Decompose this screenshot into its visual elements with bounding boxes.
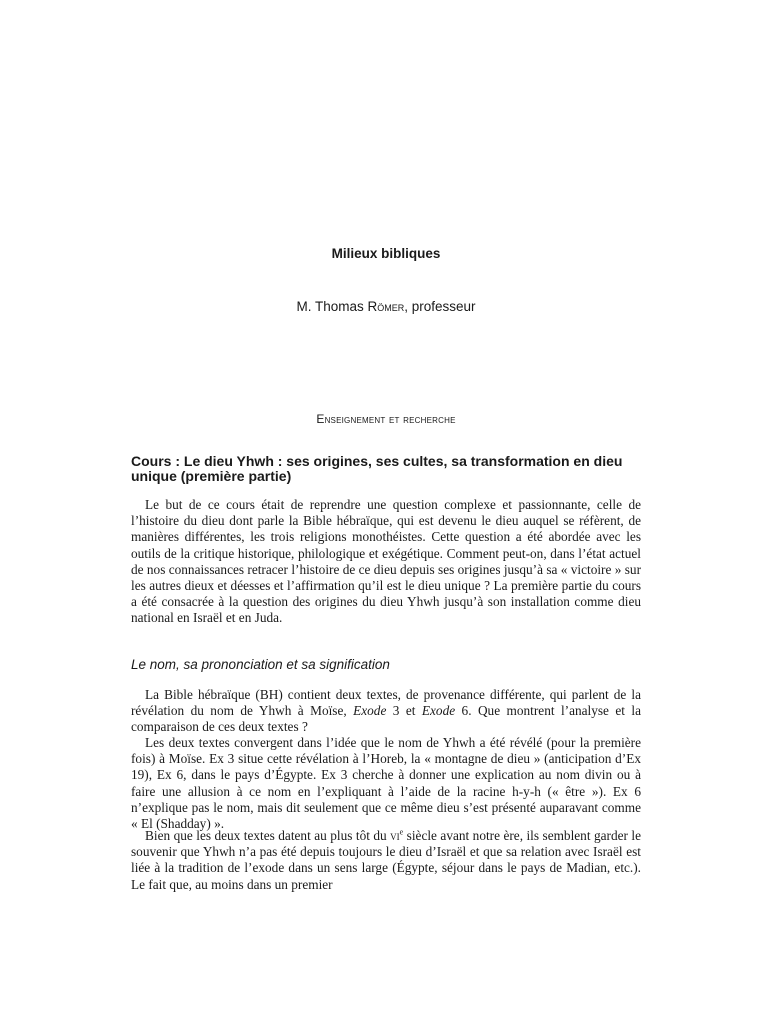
paragraph-convergence: Les deux textes convergent dans l’idée que le nom de Yhwh a été révélé (pour la première fois) à Moïse. Ex 3 situe cette révélation à l’Horeb, la « montagne de dieu » (anticipation d’Ex 19), Ex 6, dans le pays d’Égypte. Ex 3 cherche à donner une explication au nom divin ou à faire une allusion à ce nom en l’expliquant à l’aide de la racine h-y-h (« être »). Ex 6 n’explique pas le nom, mais dit seulement que ce même dieu s’est présenté auparavant comme « El (Shadday) ». (131, 735, 641, 832)
p4-century-numeral: vi (390, 828, 400, 843)
paragraph-dating (131, 828, 641, 893)
p4-text-before: Bien que les deux textes datent au plus tôt du (145, 828, 391, 843)
p2-book-title-1: Exode (353, 703, 387, 719)
p4-text-after: siècle avant notre ère, ils semblent garder le souvenir que Yhwh n’a pas été depuis toujours le dieu d’Israël et que sa relation avec Israël est liée à la tradition de l’exode dans un sens large (Égypte, séjour dans le pays de Madian, etc.). Le fait que, au moins dans un premier (131, 828, 642, 892)
p2-text-before: La Bible hébraïque (BH) contient deux textes, de provenance différente, qui parlent de la révélation du nom de Yhwh à Moïse, (131, 687, 641, 719)
subsection-heading: Le nom, sa prononciation et sa signification (131, 657, 390, 672)
paragraph-bible-texts (131, 687, 641, 736)
p2-book-title-2: Exode (421, 703, 456, 719)
p2-text-mid: 3 et (386, 703, 422, 719)
course-title: Cours : Le dieu Yhwh : ses origines, ses cultes, sa transformation en dieu unique (première partie) (131, 453, 623, 484)
section-heading: Enseignement et recherche (316, 412, 456, 426)
p4-century-superscript: e (399, 827, 404, 837)
author-suffix: , professeur (404, 299, 476, 314)
author-line (131, 299, 641, 314)
author-name: Römer (367, 299, 405, 314)
author-prefix: M. Thomas (296, 299, 368, 314)
intro-paragraph: Le but de ce cours était de reprendre une question complexe et passionnante, celle de l’histoire du dieu dont parle la Bible hébraïque, qui est devenu le dieu auquel se réfèrent, de manières différentes, les trois religions monothéistes. Cette question a été abordée avec les outils de la critique historique, philologique et exégétique. Comment peut-on, dans l’état actuel de nos connaissances retracer l’histoire de ce dieu depuis ses origines jusqu’à sa « victoire » sur les autres dieux et déesses et l’affirmation qu’il est le dieu unique ? La première partie du cours a été consacrée à la question des origines du dieu Yhwh jusqu’à son installation comme dieu national en Israël et en Juda. (131, 497, 641, 626)
document-page (131, 0, 641, 1024)
page-title: Milieux bibliques (331, 246, 441, 261)
p2-text-after: 6. Que montrent l’analyse et la comparaison de ces deux textes ? (131, 703, 642, 735)
